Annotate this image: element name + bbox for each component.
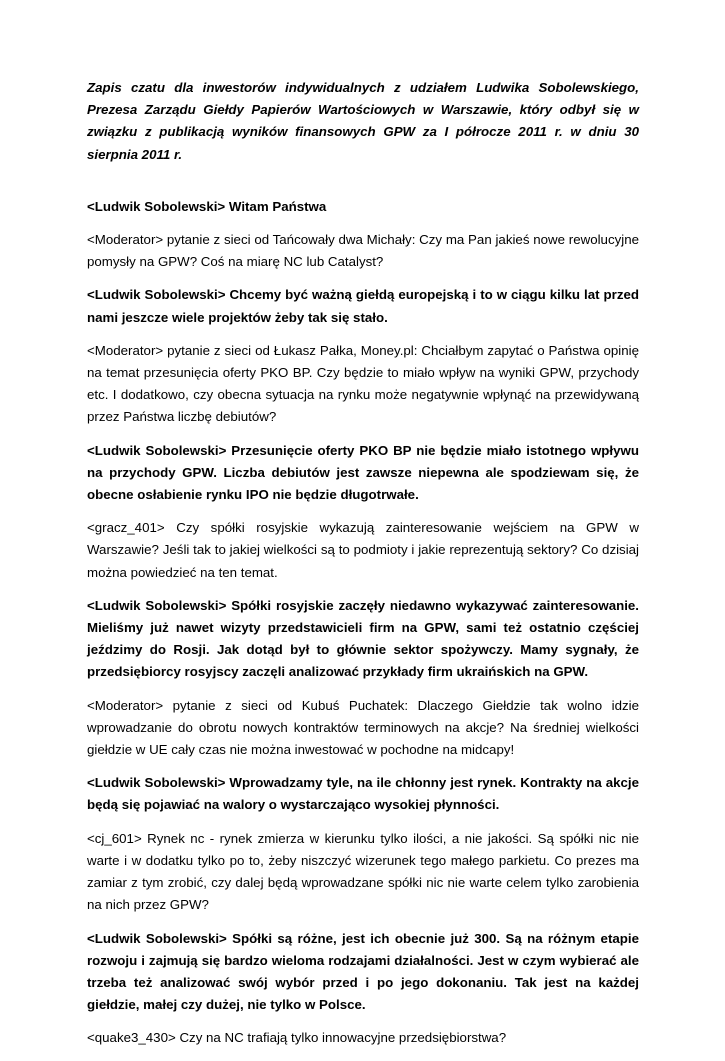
message-author: <Ludwik Sobolewski> xyxy=(87,597,227,613)
message-author: <Moderator> xyxy=(87,697,164,713)
chat-message xyxy=(87,828,639,917)
message-author: <Ludwik Sobolewski> xyxy=(87,198,226,214)
message-author: <gracz_401> xyxy=(87,520,165,536)
message-author: <Ludwik Sobolewski> xyxy=(87,775,226,791)
message-text: pytanie z sieci od Kubuś Puchatek: Dlaczego Giełdzie tak wolno idzie wprowadzanie do obrotu nowych kontraktów terminowych na akcje? Na średniej wielkości giełdzie w UE cały czas nie można inwestować w pochodne na midcapy! xyxy=(87,697,639,758)
chat-message xyxy=(87,928,639,1017)
chat-message xyxy=(87,229,639,273)
message-author: <quake3_430> xyxy=(87,1030,176,1046)
message-text: Spółki są różne, jest ich obecnie już 300. Są na różnym etapie rozwoju i zajmują się bardzo wieloma rodzajami działalności. Jest w czym wybierać ale trzeba też analizować swój wybór przed i po jego dokonaniu. Tak jest na każdej giełdzie, małej czy dużej, nie tylko w Polsce. xyxy=(87,930,639,1013)
message-text: Wprowadzamy tyle, na ile chłonny jest rynek. Kontrakty na akcje będą się pojawiać na walory o wystarczająco wysokiej płynności. xyxy=(87,775,639,813)
document-intro: Zapis czatu dla inwestorów indywidualnych z udziałem Ludwika Sobolewskiego, Prezesa Zarządu Giełdy Papierów Wartościowych w Warszawie, który odbył się w związku z publikacją wyników finansowych GPW za I półrocze 2011 r. w dniu 30 sierpnia 2011 r. xyxy=(87,80,639,162)
message-author: <Moderator> xyxy=(87,232,164,248)
chat-message xyxy=(87,595,639,684)
chat-message xyxy=(87,196,639,218)
message-text: pytanie z sieci od Łukasz Pałka, Money.pl: Chciałbym zapytać o Państwa opinię na temat przesunięcia oferty PKO BP. Czy będzie to miało wpływ na wyniki GPW, przychody etc. I dodatkowo, czy obecna sytuacja na rynku może negatywnie wpłynąć na przewidywaną przez Państwa liczbę debiutów? xyxy=(87,342,639,425)
message-text: Czy spółki rosyjskie wykazują zainteresowanie wejściem na GPW w Warszawie? Jeśli tak to jakiej wielkości są to podmioty i jakie reprezentują sektory? Co dzisiaj można powiedzieć na ten temat. xyxy=(87,520,639,580)
message-text: Spółki rosyjskie zaczęły niedawno wykazywać zainteresowanie. Mieliśmy już nawet wizyty przedstawicieli firm na GPW, sami też ostatnio częściej jeździmy do Rosji. Jak dotąd był to głównie sektor spożywczy. Mamy sygnały, że przedsiębiorcy rosyjscy zaczęli analizować przykłady firm ukraińskich na GPW. xyxy=(87,597,639,680)
chat-message xyxy=(87,517,639,584)
message-text: Chcemy być ważną giełdą europejską i to w ciągu kilku lat przed nami jeszcze wiele projektów żeby tak się stało. xyxy=(87,287,639,325)
message-text: Czy na NC trafiają tylko innowacyjne przedsiębiorstwa? xyxy=(175,1030,507,1046)
message-author: <Moderator> xyxy=(87,342,164,358)
message-text: Przesunięcie oferty PKO BP nie będzie miało istotnego wpływu na przychody GPW. Liczba debiutów jest zawsze niepewna ale spodziewam się, że obecne osłabienie rynku IPO nie będzie długotrwałe. xyxy=(87,442,639,503)
message-author: <Ludwik Sobolewski> xyxy=(87,930,227,946)
chat-message xyxy=(87,695,639,762)
chat-message xyxy=(87,772,639,816)
message-text: Witam Państwa xyxy=(225,198,327,214)
chat-message xyxy=(87,440,639,507)
chat-message xyxy=(87,340,639,429)
document-body xyxy=(87,77,639,1061)
chat-message xyxy=(87,1027,639,1049)
chat-message xyxy=(87,284,639,328)
message-author: <cj_601> xyxy=(87,830,142,846)
message-text: pytanie z sieci od Tańcowały dwa Michały: Czy ma Pan jakieś nowe rewolucyjne pomysły na GPW? Coś na miarę NC lub Catalyst? xyxy=(87,232,639,270)
message-text: Rynek nc - rynek zmierza w kierunku tylko ilości, a nie jakości. Są spółki nic nie warte i w dodatku tylko po to, żeby niszczyć wizerunek tego małego parkietu. Co prezes ma zamiar z tym zrobić, czy dalej będą wprowadzane spółki nic nie warte celem tylko zarobienia na nich przez GPW? xyxy=(87,830,639,913)
message-author: <Ludwik Sobolewski> xyxy=(87,442,227,458)
message-author: <Ludwik Sobolewski> xyxy=(87,287,226,303)
